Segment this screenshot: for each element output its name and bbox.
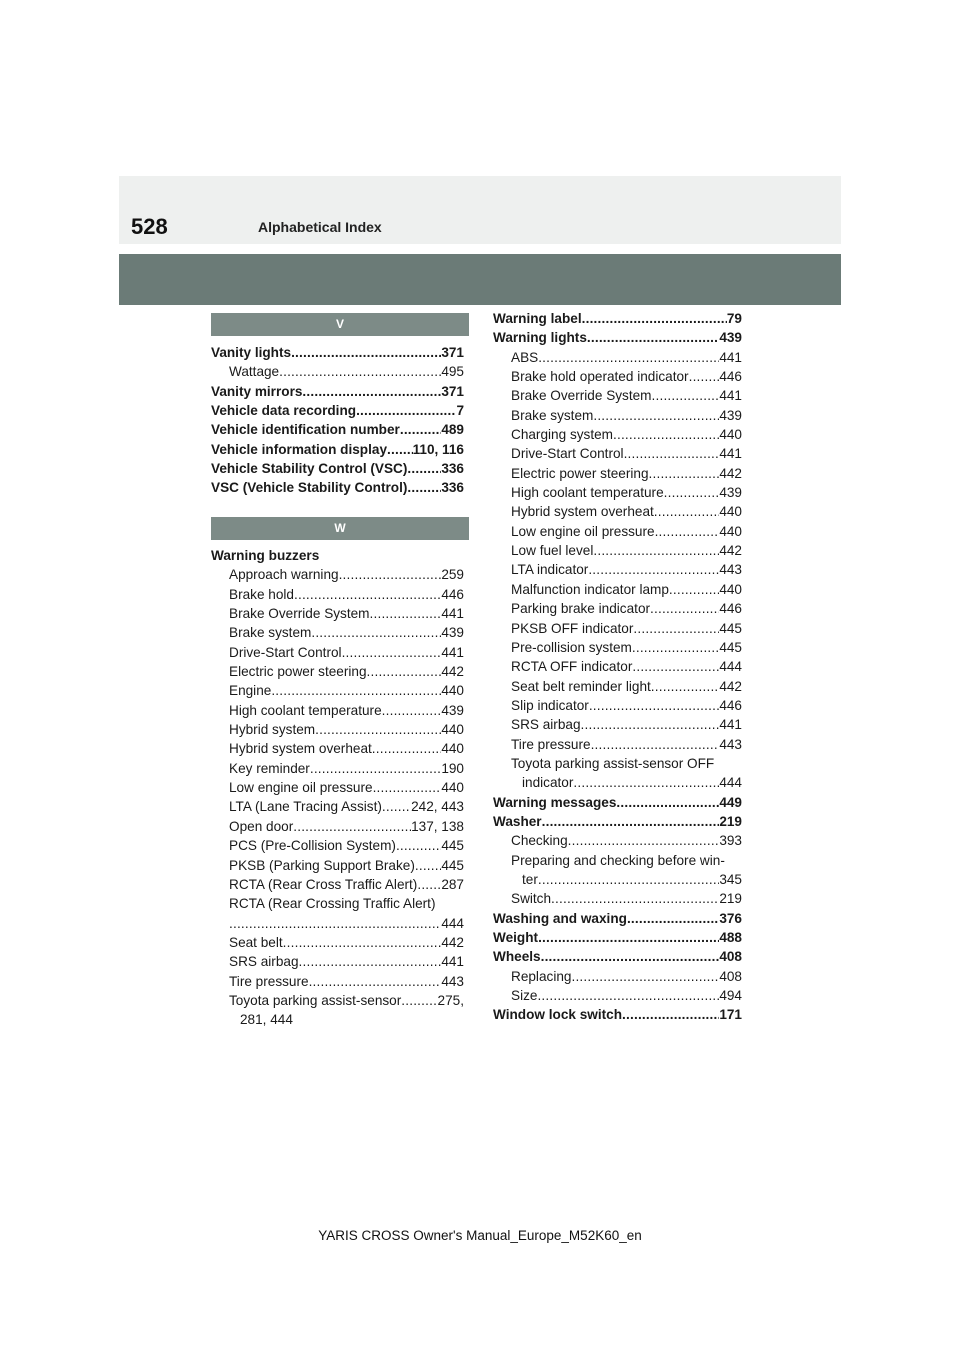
leader-dots xyxy=(632,657,719,676)
entry-page: 439 xyxy=(719,485,742,501)
leader-dots xyxy=(627,909,719,928)
entry-page: 442 xyxy=(441,664,464,680)
entry-label: Low engine oil pressure xyxy=(511,523,655,539)
entry-page: 408 xyxy=(719,968,742,984)
leader-dots xyxy=(538,928,719,947)
leader-dots xyxy=(651,677,720,696)
leader-dots xyxy=(542,812,720,831)
entry-label: Wheels xyxy=(493,949,541,965)
index-entry xyxy=(211,401,464,420)
leader-dots xyxy=(400,420,441,439)
entry-label: Seat belt xyxy=(229,934,283,950)
entry-page: 441 xyxy=(441,954,464,970)
leader-dots xyxy=(632,638,719,657)
entry-page: 494 xyxy=(719,988,742,1004)
index-entry xyxy=(211,662,464,681)
leader-dots xyxy=(407,459,441,478)
entry-label: 281, 444 xyxy=(240,1012,293,1028)
index-entry xyxy=(493,638,742,657)
leader-dots xyxy=(382,797,411,816)
index-entry xyxy=(493,793,742,812)
index-entry xyxy=(493,754,742,773)
entry-label: Tire pressure xyxy=(511,736,591,752)
entry-page: 446 xyxy=(719,601,742,617)
index-entry xyxy=(211,1010,464,1029)
entry-page: 443 xyxy=(719,736,742,752)
entry-page: 440 xyxy=(441,741,464,757)
entry-label: Washing and waxing xyxy=(493,910,627,926)
index-entry xyxy=(493,425,742,444)
index-entry xyxy=(493,928,742,947)
entry-label: Slip indicator xyxy=(511,697,589,713)
entry-page: 442 xyxy=(719,678,742,694)
leader-dots xyxy=(382,701,442,720)
entry-label: Size xyxy=(511,988,538,1004)
entry-label: Weight xyxy=(493,930,539,945)
entry-label: Washer xyxy=(493,813,542,829)
entry-page: 110, 116 xyxy=(412,441,464,457)
leader-dots xyxy=(624,444,720,463)
entry-label: ter xyxy=(522,871,538,887)
header-dark-band xyxy=(119,254,841,305)
index-entry xyxy=(211,875,464,894)
entry-page: 445 xyxy=(441,838,464,854)
entry-page: 441 xyxy=(719,349,742,365)
entry-label: VSC (Vehicle Stability Control) xyxy=(211,480,408,496)
leader-dots xyxy=(396,836,441,855)
entry-label: Warning lights xyxy=(493,330,587,346)
entry-page: 495 xyxy=(441,364,464,380)
leader-dots xyxy=(587,328,719,347)
entry-page: 190 xyxy=(441,760,464,776)
index-entry xyxy=(211,478,464,497)
entry-page: 440 xyxy=(719,581,742,597)
entry-page: 440 xyxy=(719,504,742,520)
entry-label: Vehicle information display xyxy=(211,441,388,457)
entry-page: 439 xyxy=(441,702,464,718)
entry-page: 7 xyxy=(456,403,464,419)
leader-dots xyxy=(309,972,442,991)
entry-label: Warning label xyxy=(493,311,582,326)
index-entry xyxy=(493,483,742,502)
index-entry xyxy=(493,541,742,560)
leader-dots xyxy=(538,348,719,367)
entry-page: 242, 443 xyxy=(411,799,464,815)
index-entry xyxy=(493,870,742,889)
index-entry xyxy=(211,459,464,478)
entry-label: Toyota parking assist-sensor OFF xyxy=(511,755,715,771)
entry-label: Preparing and checking before win- xyxy=(511,852,725,868)
leader-dots xyxy=(538,870,719,889)
entry-label: High coolant temperature xyxy=(229,702,382,718)
entry-page: 259 xyxy=(441,567,464,583)
leader-dots xyxy=(279,362,441,381)
leader-dots xyxy=(689,367,720,386)
index-entry xyxy=(211,739,464,758)
leader-dots xyxy=(339,565,442,584)
entry-label: PKSB (Parking Support Brake) xyxy=(229,857,415,873)
page-number: 528 xyxy=(131,214,168,239)
entry-page: 79 xyxy=(726,311,742,326)
entry-label: Seat belt reminder light xyxy=(511,678,651,694)
entry-page: 443 xyxy=(719,562,742,578)
footer-text: YARIS CROSS Owner's Manual_Europe_M52K60_en xyxy=(318,1228,642,1243)
leader-dots xyxy=(294,585,441,604)
entry-label: Brake hold xyxy=(229,586,294,602)
leader-dots xyxy=(342,643,442,662)
index-entry xyxy=(211,546,464,565)
entry-page: 275, xyxy=(437,992,464,1008)
leader-dots xyxy=(588,560,719,579)
index-entry xyxy=(211,382,464,401)
entry-page: 287 xyxy=(441,876,464,892)
entry-page: 442 xyxy=(719,465,742,481)
entry-page: 336 xyxy=(441,480,464,496)
entry-page: 439 xyxy=(441,625,464,641)
entry-page: 440 xyxy=(441,683,464,699)
leader-dots xyxy=(589,696,719,715)
entry-label: Open door xyxy=(229,818,294,834)
index-entry xyxy=(211,952,464,971)
entry-label: Electric power steering xyxy=(511,465,649,481)
index-entry xyxy=(211,836,464,855)
entry-page: 440 xyxy=(441,722,464,738)
leader-dots xyxy=(593,541,719,560)
index-column-w-left xyxy=(211,546,464,1030)
leader-dots xyxy=(367,662,442,681)
index-entry xyxy=(211,565,464,584)
entry-label: Electric power steering xyxy=(229,664,367,680)
leader-dots xyxy=(650,599,719,618)
entry-page: 442 xyxy=(719,543,742,559)
leader-dots xyxy=(310,759,441,778)
index-entry xyxy=(211,720,464,739)
entry-label: RCTA (Rear Cross Traffic Alert) xyxy=(229,876,418,892)
leader-dots xyxy=(568,831,720,850)
index-entry xyxy=(493,444,742,463)
entry-label: SRS airbag xyxy=(229,954,299,970)
entry-label: Drive-Start Control xyxy=(511,446,624,462)
entry-label: Warning buzzers xyxy=(211,548,320,563)
index-entry xyxy=(211,797,464,816)
entry-label: Vanity lights xyxy=(211,345,292,360)
leader-dots xyxy=(311,623,441,642)
index-entry xyxy=(211,623,464,642)
index-column-v xyxy=(211,343,464,498)
leader-dots xyxy=(271,681,441,700)
entry-label: High coolant temperature xyxy=(511,485,664,501)
leader-dots xyxy=(387,440,413,459)
index-entry xyxy=(493,715,742,734)
entry-label: Brake hold operated indicator xyxy=(511,369,689,385)
entry-label: Engine xyxy=(229,683,272,699)
entry-page: 137, 138 xyxy=(411,818,464,834)
entry-label: Checking xyxy=(511,833,568,849)
leader-dots xyxy=(417,875,441,894)
index-entry xyxy=(493,502,742,521)
entry-label: Hybrid system xyxy=(229,722,316,738)
leader-dots xyxy=(537,986,719,1005)
leader-dots xyxy=(655,522,720,541)
index-entry xyxy=(211,991,464,1010)
leader-dots xyxy=(573,773,719,792)
entry-page: 219 xyxy=(719,891,742,907)
index-entry xyxy=(493,851,742,870)
index-entry xyxy=(493,773,742,792)
leader-dots xyxy=(649,464,720,483)
entry-page: 439 xyxy=(719,330,742,346)
entry-page: 441 xyxy=(719,388,742,404)
index-entry xyxy=(493,464,742,483)
entry-label: Vehicle data recording xyxy=(211,403,357,419)
entry-page: 440 xyxy=(441,780,464,796)
leader-dots xyxy=(407,478,441,497)
leader-dots xyxy=(591,735,720,754)
index-entry xyxy=(211,914,464,933)
entry-label: PCS (Pre-Collision System) xyxy=(229,838,396,854)
entry-label: Charging system xyxy=(511,427,613,443)
index-entry xyxy=(211,817,464,836)
entry-label: RCTA (Rear Crossing Traffic Alert) xyxy=(229,896,436,912)
index-entry xyxy=(211,759,464,778)
index-entry xyxy=(493,328,742,347)
index-entry xyxy=(211,933,464,952)
index-entry xyxy=(493,309,742,328)
entry-page: 393 xyxy=(719,833,742,849)
entry-label: Switch xyxy=(511,891,552,907)
entry-label: Brake system xyxy=(229,625,312,641)
index-entry xyxy=(493,599,742,618)
index-entry xyxy=(493,812,742,831)
entry-label: Replacing xyxy=(511,968,572,984)
entry-page: 445 xyxy=(719,639,742,655)
entry-label: PKSB OFF indicator xyxy=(511,620,634,636)
entry-page: 371 xyxy=(441,345,464,360)
entry-label: Drive-Start Control xyxy=(229,644,342,660)
entry-label: Hybrid system overheat xyxy=(229,741,372,757)
leader-dots xyxy=(652,386,720,405)
leader-dots xyxy=(593,406,719,425)
index-entry xyxy=(493,947,742,966)
index-entry xyxy=(493,348,742,367)
leader-dots xyxy=(315,720,441,739)
entry-page: 440 xyxy=(719,523,742,539)
entry-page: 219 xyxy=(719,813,742,829)
header-band xyxy=(119,176,841,244)
entry-page: 336 xyxy=(441,461,464,477)
index-entry xyxy=(211,856,464,875)
index-entry xyxy=(211,972,464,991)
index-entry xyxy=(493,580,742,599)
leader-dots xyxy=(551,889,719,908)
index-entry xyxy=(493,735,742,754)
entry-label: Low fuel level xyxy=(511,543,594,559)
leader-dots xyxy=(302,382,441,401)
entry-label: Vanity mirrors xyxy=(211,383,303,399)
entry-label: indicator xyxy=(522,775,574,791)
entry-page: 441 xyxy=(719,717,742,733)
entry-label: Vehicle Stability Control (VSC) xyxy=(211,461,408,477)
entry-page: 408 xyxy=(719,949,742,965)
entry-label: Wattage xyxy=(229,364,280,380)
entry-label: Low engine oil pressure xyxy=(229,780,373,796)
leader-dots xyxy=(373,778,442,797)
leader-dots xyxy=(613,425,719,444)
entry-label: Hybrid system overheat xyxy=(511,504,654,520)
entry-page: 439 xyxy=(719,407,742,423)
index-entry xyxy=(211,420,464,439)
leader-dots xyxy=(401,991,437,1010)
entry-label: Key reminder xyxy=(229,760,310,776)
entry-label: Parking brake indicator xyxy=(511,601,651,617)
index-entry xyxy=(211,362,464,381)
entry-page: 440 xyxy=(719,427,742,443)
entry-label: Vehicle identification number xyxy=(211,422,400,438)
entry-label: Warning messages xyxy=(493,794,617,810)
entry-page: 444 xyxy=(719,659,742,675)
entry-page: 371 xyxy=(441,383,464,399)
index-entry xyxy=(493,560,742,579)
leader-dots xyxy=(633,619,719,638)
index-entry xyxy=(211,681,464,700)
entry-page: 442 xyxy=(441,934,464,950)
entry-label: Pre-collision system xyxy=(511,639,632,655)
entry-page: 444 xyxy=(719,775,742,791)
leader-dots xyxy=(669,580,719,599)
index-entry xyxy=(493,522,742,541)
entry-page: 449 xyxy=(719,794,742,810)
entry-label: LTA (Lane Tracing Assist) xyxy=(229,799,382,815)
index-entry xyxy=(211,894,464,913)
section-letter-w: W xyxy=(211,517,469,540)
index-entry xyxy=(493,967,742,986)
entry-page: 489 xyxy=(441,422,464,438)
index-entry xyxy=(493,386,742,405)
entry-label: Tire pressure xyxy=(229,973,309,989)
leader-dots xyxy=(293,817,411,836)
leader-dots xyxy=(541,947,720,966)
leader-dots xyxy=(622,1005,719,1024)
leader-dots xyxy=(229,914,441,933)
index-entry xyxy=(211,643,464,662)
leader-dots xyxy=(372,739,442,758)
index-entry xyxy=(493,406,742,425)
index-entry xyxy=(211,604,464,623)
entry-label: LTA indicator xyxy=(511,562,589,578)
index-entry xyxy=(211,343,464,362)
entry-label: Approach warning xyxy=(229,567,339,583)
leader-dots xyxy=(616,793,719,812)
index-entry xyxy=(493,657,742,676)
leader-dots xyxy=(581,715,720,734)
entry-label: Brake system xyxy=(511,407,594,423)
entry-page: 445 xyxy=(719,620,742,636)
leader-dots xyxy=(370,604,442,623)
index-entry xyxy=(493,696,742,715)
entry-page: 376 xyxy=(719,910,742,926)
index-entry xyxy=(493,889,742,908)
index-entry xyxy=(211,585,464,604)
entry-page: 446 xyxy=(719,369,742,385)
entry-page: 445 xyxy=(441,857,464,873)
leader-dots xyxy=(356,401,456,420)
entry-page: 443 xyxy=(441,973,464,989)
entry-label: Malfunction indicator lamp xyxy=(511,581,669,597)
entry-page: 345 xyxy=(719,871,742,887)
entry-page: 171 xyxy=(719,1007,742,1023)
leader-dots xyxy=(291,343,441,362)
index-entry xyxy=(493,986,742,1005)
index-entry xyxy=(493,1005,742,1024)
index-entry xyxy=(211,701,464,720)
index-entry xyxy=(211,440,464,459)
leader-dots xyxy=(664,483,720,502)
entry-label: Brake Override System xyxy=(229,606,370,622)
index-entry xyxy=(493,367,742,386)
entry-page: 446 xyxy=(719,697,742,713)
entry-page: 488 xyxy=(719,930,742,945)
index-entry xyxy=(493,909,742,928)
entry-page: 441 xyxy=(441,644,464,660)
entry-page: 444 xyxy=(441,915,464,931)
index-entry xyxy=(493,619,742,638)
entry-label: RCTA OFF indicator xyxy=(511,659,633,675)
index-entry xyxy=(493,831,742,850)
entry-page: 441 xyxy=(719,446,742,462)
entry-label: ABS xyxy=(511,349,539,365)
leader-dots xyxy=(571,967,719,986)
leader-dots xyxy=(415,856,441,875)
entry-label: SRS airbag xyxy=(511,717,581,733)
index-entry xyxy=(211,778,464,797)
entry-label: Window lock switch xyxy=(493,1007,623,1023)
index-entry xyxy=(493,677,742,696)
leader-dots xyxy=(283,933,442,952)
index-column-w-right xyxy=(493,309,742,1025)
leader-dots xyxy=(654,502,720,521)
leader-dots xyxy=(299,952,442,971)
leader-dots xyxy=(582,309,727,328)
section-letter-v: V xyxy=(211,313,469,336)
section-title: Alphabetical Index xyxy=(258,219,382,235)
entry-page: 441 xyxy=(441,606,464,622)
entry-label: Toyota parking assist-sensor xyxy=(229,992,402,1008)
entry-page: 446 xyxy=(441,586,464,602)
entry-label: Brake Override System xyxy=(511,388,652,404)
